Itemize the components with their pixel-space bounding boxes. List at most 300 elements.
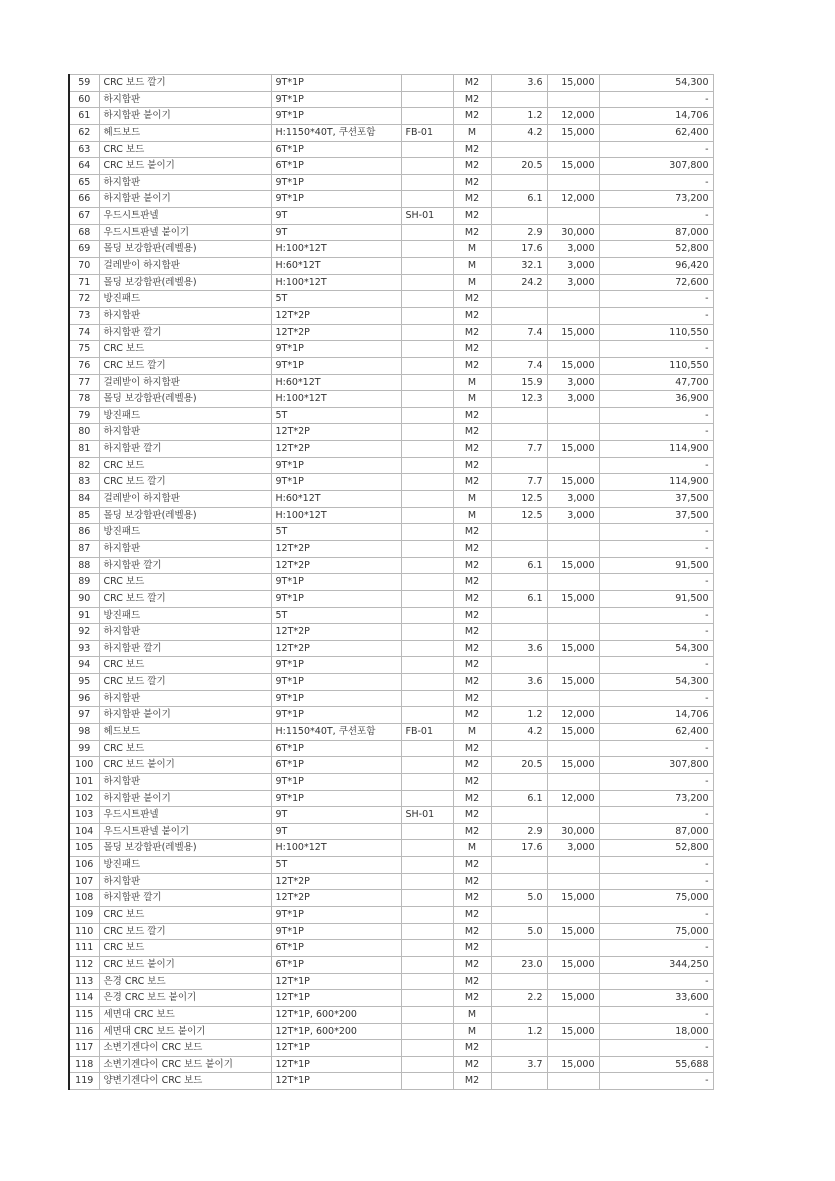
spec-cell: H:100*12T — [271, 840, 401, 857]
unit-price-cell — [547, 291, 599, 308]
quantity-cell: 4.2 — [491, 723, 547, 740]
table-row — [69, 158, 713, 175]
table-row — [69, 1073, 713, 1090]
unit-price-cell: 15,000 — [547, 441, 599, 458]
code-cell — [401, 258, 453, 275]
item-name-cell: 하지합판 붙이기 — [99, 790, 271, 807]
item-name-cell: 하지합판 — [99, 873, 271, 890]
row-number-cell: 99 — [69, 740, 99, 757]
row-number-cell: 104 — [69, 823, 99, 840]
unit-cell: M — [453, 258, 491, 275]
unit-price-cell — [547, 807, 599, 824]
code-cell — [401, 607, 453, 624]
spec-cell: 12T*2P — [271, 557, 401, 574]
amount-cell: - — [599, 873, 713, 890]
quantity-cell — [491, 457, 547, 474]
amount-cell: 36,900 — [599, 391, 713, 408]
code-cell — [401, 624, 453, 641]
code-cell — [401, 241, 453, 258]
amount-cell: 307,800 — [599, 158, 713, 175]
table-row — [69, 823, 713, 840]
item-name-cell: 몰딩 보강합판(레벨용) — [99, 274, 271, 291]
unit-price-cell — [547, 1006, 599, 1023]
item-name-cell: 하지합판 붙이기 — [99, 191, 271, 208]
row-number-cell: 69 — [69, 241, 99, 258]
unit-price-cell — [547, 341, 599, 358]
amount-cell: 37,500 — [599, 507, 713, 524]
amount-cell: - — [599, 540, 713, 557]
item-name-cell: 하지합판 — [99, 773, 271, 790]
unit-cell: M2 — [453, 690, 491, 707]
row-number-cell: 78 — [69, 391, 99, 408]
spec-cell: 12T*2P — [271, 540, 401, 557]
row-number-cell: 105 — [69, 840, 99, 857]
spec-cell: 12T*1P — [271, 973, 401, 990]
item-name-cell: CRC 보드 — [99, 574, 271, 591]
row-number-cell: 90 — [69, 590, 99, 607]
code-cell — [401, 307, 453, 324]
table-row — [69, 91, 713, 108]
item-name-cell: 하지합판 깔기 — [99, 324, 271, 341]
code-cell — [401, 457, 453, 474]
item-name-cell: 몰딩 보강합판(레벨용) — [99, 507, 271, 524]
item-name-cell: 몰딩 보강합판(레벨용) — [99, 840, 271, 857]
table-row — [69, 324, 713, 341]
amount-cell: 110,550 — [599, 357, 713, 374]
table-row — [69, 940, 713, 957]
row-number-cell: 91 — [69, 607, 99, 624]
code-cell — [401, 158, 453, 175]
quantity-cell — [491, 1073, 547, 1090]
item-name-cell: 우드시트판넬 — [99, 807, 271, 824]
table-row — [69, 574, 713, 591]
code-cell — [401, 740, 453, 757]
amount-cell: - — [599, 973, 713, 990]
code-cell — [401, 91, 453, 108]
quantity-cell: 6.1 — [491, 590, 547, 607]
row-number-cell: 80 — [69, 424, 99, 441]
table-row — [69, 307, 713, 324]
item-name-cell: 하지합판 — [99, 624, 271, 641]
amount-cell: - — [599, 773, 713, 790]
code-cell — [401, 574, 453, 591]
quantity-cell — [491, 624, 547, 641]
code-cell — [401, 590, 453, 607]
amount-cell: 37,500 — [599, 491, 713, 508]
amount-cell: - — [599, 1073, 713, 1090]
row-number-cell: 107 — [69, 873, 99, 890]
row-number-cell: 117 — [69, 1040, 99, 1057]
unit-cell: M2 — [453, 890, 491, 907]
spec-cell: H:1150*40T, 쿠션포함 — [271, 124, 401, 141]
unit-price-cell: 3,000 — [547, 840, 599, 857]
row-number-cell: 96 — [69, 690, 99, 707]
spec-cell: H:1150*40T, 쿠션포함 — [271, 723, 401, 740]
unit-cell: M2 — [453, 208, 491, 225]
table-row — [69, 258, 713, 275]
amount-cell: - — [599, 607, 713, 624]
unit-cell: M — [453, 491, 491, 508]
quantity-cell — [491, 407, 547, 424]
quantity-cell — [491, 873, 547, 890]
code-cell — [401, 1023, 453, 1040]
code-cell — [401, 108, 453, 125]
item-name-cell: CRC 보드 — [99, 341, 271, 358]
quantity-cell: 12.5 — [491, 491, 547, 508]
unit-price-cell: 15,000 — [547, 990, 599, 1007]
unit-cell: M2 — [453, 1073, 491, 1090]
unit-price-cell — [547, 307, 599, 324]
amount-cell: - — [599, 307, 713, 324]
item-name-cell: 하지합판 — [99, 91, 271, 108]
amount-cell: - — [599, 1006, 713, 1023]
quantity-cell: 24.2 — [491, 274, 547, 291]
code-cell — [401, 291, 453, 308]
amount-cell: 54,300 — [599, 640, 713, 657]
table-row — [69, 956, 713, 973]
unit-price-cell: 15,000 — [547, 923, 599, 940]
code-cell — [401, 657, 453, 674]
unit-cell: M — [453, 124, 491, 141]
spec-cell: 9T*1P — [271, 574, 401, 591]
table-row — [69, 723, 713, 740]
row-number-cell: 106 — [69, 857, 99, 874]
table-row — [69, 191, 713, 208]
code-cell — [401, 391, 453, 408]
spec-cell: H:60*12T — [271, 491, 401, 508]
row-number-cell: 73 — [69, 307, 99, 324]
unit-cell: M2 — [453, 590, 491, 607]
amount-cell: 87,000 — [599, 823, 713, 840]
row-number-cell: 64 — [69, 158, 99, 175]
amount-cell: 73,200 — [599, 191, 713, 208]
row-number-cell: 75 — [69, 341, 99, 358]
row-number-cell: 74 — [69, 324, 99, 341]
unit-cell: M — [453, 274, 491, 291]
spec-cell: H:60*12T — [271, 374, 401, 391]
amount-cell: 55,688 — [599, 1056, 713, 1073]
spec-cell: 9T — [271, 208, 401, 225]
spec-cell: 9T*1P — [271, 174, 401, 191]
quantity-cell: 20.5 — [491, 158, 547, 175]
quantity-cell — [491, 1040, 547, 1057]
row-number-cell: 112 — [69, 956, 99, 973]
table-row — [69, 1056, 713, 1073]
unit-price-cell: 3,000 — [547, 507, 599, 524]
table-row — [69, 524, 713, 541]
code-cell — [401, 224, 453, 241]
amount-cell: - — [599, 208, 713, 225]
item-name-cell: 걸레받이 하지합판 — [99, 491, 271, 508]
unit-price-cell: 15,000 — [547, 158, 599, 175]
quantity-cell: 32.1 — [491, 258, 547, 275]
row-number-cell: 62 — [69, 124, 99, 141]
amount-cell: 62,400 — [599, 124, 713, 141]
quantity-cell: 7.4 — [491, 324, 547, 341]
unit-cell: M — [453, 840, 491, 857]
unit-cell: M — [453, 1006, 491, 1023]
row-number-cell: 93 — [69, 640, 99, 657]
unit-price-cell: 15,000 — [547, 590, 599, 607]
spec-cell: 9T*1P — [271, 690, 401, 707]
unit-cell: M2 — [453, 990, 491, 1007]
unit-price-cell — [547, 1040, 599, 1057]
amount-cell: 91,500 — [599, 557, 713, 574]
amount-cell: - — [599, 141, 713, 158]
unit-cell: M2 — [453, 341, 491, 358]
item-name-cell: 방진패드 — [99, 291, 271, 308]
unit-cell: M2 — [453, 108, 491, 125]
unit-cell: M2 — [453, 224, 491, 241]
spec-cell: 9T — [271, 823, 401, 840]
table-row — [69, 857, 713, 874]
unit-price-cell: 15,000 — [547, 1056, 599, 1073]
unit-price-cell: 12,000 — [547, 707, 599, 724]
quantity-cell — [491, 607, 547, 624]
spec-cell: 5T — [271, 407, 401, 424]
amount-cell: - — [599, 574, 713, 591]
code-cell — [401, 907, 453, 924]
spec-cell: 9T*1P — [271, 91, 401, 108]
spec-cell: 9T*1P — [271, 790, 401, 807]
code-cell — [401, 840, 453, 857]
row-number-cell: 110 — [69, 923, 99, 940]
quantity-cell: 5.0 — [491, 890, 547, 907]
code-cell — [401, 474, 453, 491]
table-row — [69, 491, 713, 508]
table-row — [69, 923, 713, 940]
spec-cell: 5T — [271, 291, 401, 308]
amount-cell: 14,706 — [599, 707, 713, 724]
quantity-cell: 1.2 — [491, 1023, 547, 1040]
quantity-cell — [491, 740, 547, 757]
unit-cell: M2 — [453, 1040, 491, 1057]
table-row — [69, 357, 713, 374]
code-cell — [401, 341, 453, 358]
item-name-cell: 하지합판 — [99, 174, 271, 191]
code-cell — [401, 491, 453, 508]
amount-cell: 344,250 — [599, 956, 713, 973]
spec-cell: 12T*2P — [271, 324, 401, 341]
item-name-cell: CRC 보드 — [99, 657, 271, 674]
table-row — [69, 657, 713, 674]
code-cell — [401, 324, 453, 341]
amount-cell: - — [599, 657, 713, 674]
spec-cell: 6T*1P — [271, 740, 401, 757]
item-name-cell: 양변기겐다이 CRC 보드 — [99, 1073, 271, 1090]
unit-cell: M2 — [453, 540, 491, 557]
row-number-cell: 98 — [69, 723, 99, 740]
code-cell — [401, 857, 453, 874]
spec-cell: 12T*2P — [271, 890, 401, 907]
spec-cell: H:100*12T — [271, 391, 401, 408]
unit-cell: M2 — [453, 574, 491, 591]
code-cell — [401, 873, 453, 890]
unit-cell: M — [453, 1023, 491, 1040]
row-number-cell: 63 — [69, 141, 99, 158]
item-name-cell: 은경 CRC 보드 붙이기 — [99, 990, 271, 1007]
unit-price-cell: 15,000 — [547, 124, 599, 141]
unit-price-cell — [547, 690, 599, 707]
spec-cell: 9T*1P — [271, 590, 401, 607]
row-number-cell: 67 — [69, 208, 99, 225]
table-row — [69, 690, 713, 707]
amount-cell: 91,500 — [599, 590, 713, 607]
quantity-cell: 12.5 — [491, 507, 547, 524]
unit-price-cell: 15,000 — [547, 640, 599, 657]
code-cell — [401, 141, 453, 158]
quantity-cell: 2.2 — [491, 990, 547, 1007]
item-name-cell: 소변기겐다이 CRC 보드 — [99, 1040, 271, 1057]
quantity-cell: 3.6 — [491, 640, 547, 657]
amount-cell: - — [599, 524, 713, 541]
row-number-cell: 86 — [69, 524, 99, 541]
unit-cell: M2 — [453, 823, 491, 840]
unit-price-cell: 15,000 — [547, 1023, 599, 1040]
code-cell: SH-01 — [401, 807, 453, 824]
unit-cell: M2 — [453, 607, 491, 624]
code-cell — [401, 557, 453, 574]
unit-price-cell: 12,000 — [547, 191, 599, 208]
code-cell — [401, 524, 453, 541]
unit-cell: M — [453, 723, 491, 740]
code-cell — [401, 407, 453, 424]
code-cell — [401, 441, 453, 458]
spec-cell: 6T*1P — [271, 141, 401, 158]
row-number-cell: 94 — [69, 657, 99, 674]
item-name-cell: 걸레받이 하지합판 — [99, 374, 271, 391]
amount-cell: 72,600 — [599, 274, 713, 291]
quantity-cell — [491, 307, 547, 324]
quantity-cell: 1.2 — [491, 108, 547, 125]
quantity-cell: 2.9 — [491, 823, 547, 840]
spec-cell: H:100*12T — [271, 241, 401, 258]
quantity-cell: 23.0 — [491, 956, 547, 973]
unit-price-cell — [547, 91, 599, 108]
amount-cell: 114,900 — [599, 474, 713, 491]
code-cell — [401, 191, 453, 208]
code-cell — [401, 973, 453, 990]
table-row — [69, 907, 713, 924]
item-name-cell: CRC 보드 붙이기 — [99, 158, 271, 175]
table-row — [69, 474, 713, 491]
spec-cell: 9T*1P — [271, 108, 401, 125]
unit-cell: M2 — [453, 707, 491, 724]
quantity-cell: 17.6 — [491, 840, 547, 857]
spec-cell: 9T*1P — [271, 474, 401, 491]
quantity-cell — [491, 857, 547, 874]
item-name-cell: CRC 보드 깔기 — [99, 590, 271, 607]
quantity-cell: 15.9 — [491, 374, 547, 391]
unit-cell: M2 — [453, 474, 491, 491]
row-number-cell: 83 — [69, 474, 99, 491]
unit-price-cell — [547, 740, 599, 757]
row-number-cell: 68 — [69, 224, 99, 241]
unit-price-cell — [547, 873, 599, 890]
spec-cell: 9T*1P — [271, 341, 401, 358]
quantity-cell — [491, 773, 547, 790]
amount-cell: 14,706 — [599, 108, 713, 125]
amount-cell: - — [599, 807, 713, 824]
table-row — [69, 707, 713, 724]
unit-cell: M2 — [453, 91, 491, 108]
table-row — [69, 441, 713, 458]
item-name-cell: CRC 보드 깔기 — [99, 923, 271, 940]
item-name-cell: CRC 보드 깔기 — [99, 357, 271, 374]
spec-cell: H:100*12T — [271, 507, 401, 524]
item-name-cell: CRC 보드 — [99, 740, 271, 757]
unit-price-cell: 3,000 — [547, 274, 599, 291]
table-row — [69, 391, 713, 408]
amount-cell: 87,000 — [599, 224, 713, 241]
code-cell — [401, 707, 453, 724]
amount-cell: 114,900 — [599, 441, 713, 458]
item-name-cell: CRC 보드 — [99, 141, 271, 158]
quantity-cell — [491, 174, 547, 191]
unit-price-cell — [547, 174, 599, 191]
code-cell — [401, 823, 453, 840]
spec-cell: 12T*1P — [271, 990, 401, 1007]
amount-cell: - — [599, 91, 713, 108]
quantity-cell — [491, 907, 547, 924]
unit-price-cell: 3,000 — [547, 391, 599, 408]
spec-cell: 6T*1P — [271, 956, 401, 973]
table-row — [69, 108, 713, 125]
table-row — [69, 607, 713, 624]
unit-cell: M2 — [453, 740, 491, 757]
unit-cell: M — [453, 241, 491, 258]
unit-price-cell — [547, 524, 599, 541]
code-cell — [401, 75, 453, 92]
unit-price-cell: 15,000 — [547, 357, 599, 374]
amount-cell: - — [599, 424, 713, 441]
unit-price-cell — [547, 540, 599, 557]
table-row — [69, 374, 713, 391]
item-name-cell: 헤드보드 — [99, 723, 271, 740]
unit-cell: M2 — [453, 174, 491, 191]
unit-cell: M2 — [453, 773, 491, 790]
quantity-cell: 7.7 — [491, 441, 547, 458]
unit-price-cell — [547, 624, 599, 641]
amount-cell: 96,420 — [599, 258, 713, 275]
row-number-cell: 84 — [69, 491, 99, 508]
table-row — [69, 341, 713, 358]
item-name-cell: CRC 보드 깔기 — [99, 674, 271, 691]
code-cell — [401, 956, 453, 973]
code-cell — [401, 923, 453, 940]
unit-price-cell: 3,000 — [547, 241, 599, 258]
unit-price-cell: 30,000 — [547, 823, 599, 840]
unit-price-cell — [547, 907, 599, 924]
item-name-cell: 하지합판 붙이기 — [99, 707, 271, 724]
item-name-cell: 세면대 CRC 보드 — [99, 1006, 271, 1023]
quantity-cell: 6.1 — [491, 557, 547, 574]
amount-cell: 54,300 — [599, 674, 713, 691]
unit-price-cell: 15,000 — [547, 956, 599, 973]
quantity-cell — [491, 1006, 547, 1023]
code-cell — [401, 690, 453, 707]
row-number-cell: 70 — [69, 258, 99, 275]
code-cell: FB-01 — [401, 723, 453, 740]
table-row — [69, 1040, 713, 1057]
item-name-cell: 방진패드 — [99, 407, 271, 424]
unit-cell: M2 — [453, 141, 491, 158]
quantity-cell — [491, 291, 547, 308]
quantity-cell — [491, 940, 547, 957]
quantity-cell: 17.6 — [491, 241, 547, 258]
item-name-cell: 하지합판 깔기 — [99, 441, 271, 458]
quantity-cell: 7.4 — [491, 357, 547, 374]
